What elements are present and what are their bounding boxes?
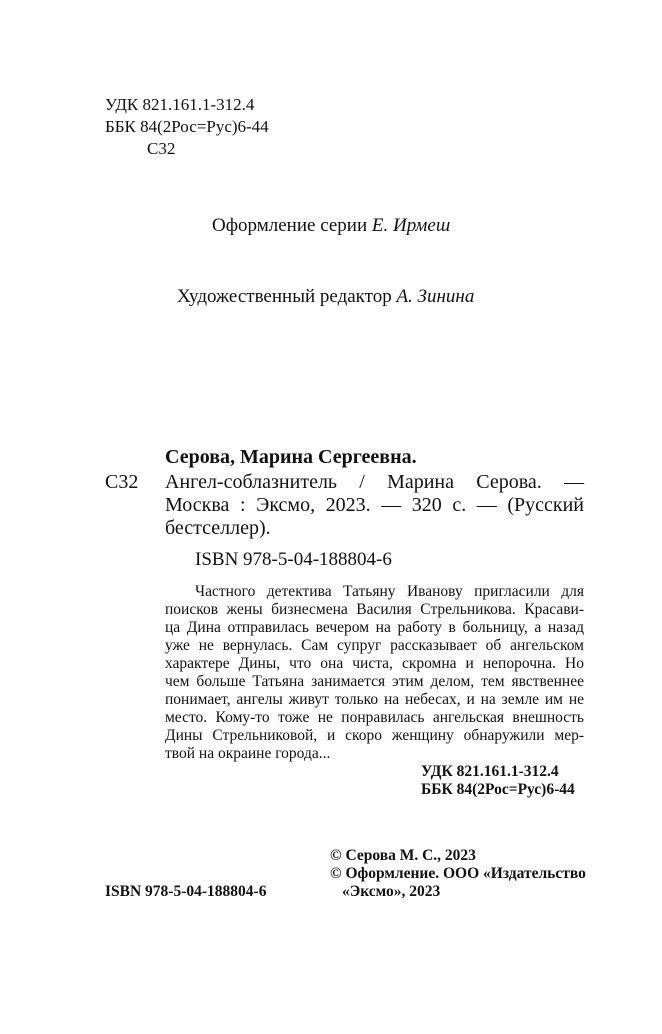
catalog-description-line: Ангел-соблазнитель / Марина Серова. — xyxy=(165,471,584,493)
bottom-isbn: ISBN 978-5-04-188804-6 xyxy=(105,883,267,900)
bottom-bbk-code: ББК 84(2Рос=Рус)6-44 xyxy=(421,781,575,798)
copyright-publisher: «Эксмо», 2023 xyxy=(342,883,441,900)
art-editor-name: А. Зинина xyxy=(396,286,475,307)
art-editor-label: Художественный редактор xyxy=(177,286,392,307)
art-editor-credit xyxy=(177,285,474,308)
udk-code: УДК 821.161.1-312.4 xyxy=(105,95,255,114)
catalog-author-sign: С32 xyxy=(105,471,139,493)
series-design-credit xyxy=(212,214,450,237)
annotation-line: место. Кому-то тоже не понравилась ангельская внешность xyxy=(165,709,584,726)
annotation-line: понимает, ангелы живут только на небесах, и на земле им не xyxy=(165,691,584,708)
author-heading: Серова, Марина Сергеевна. xyxy=(165,446,417,468)
copyright-design: © Оформление. ООО «Издательство xyxy=(330,865,586,882)
catalog-description-line: бестселлер). xyxy=(165,517,271,539)
bottom-udk-code: УДК 821.161.1-312.4 xyxy=(421,763,559,780)
bbk-code: ББК 84(2Рос=Рус)6-44 xyxy=(105,117,269,136)
catalog-isbn: ISBN 978-5-04-188804-6 xyxy=(195,549,392,570)
annotation-line: ца Дина отправилась вечером на работу в больницу, а назад xyxy=(165,619,584,636)
annotation-line: поисков жены бизнесмена Василия Стрельникова. Красави- xyxy=(165,601,584,618)
annotation-line: чем больше Татьяна занимается этим делом, тем явственнее xyxy=(165,673,584,690)
annotation-line: характере Дины, что она чиста, скромна и непорочна. Но xyxy=(165,655,584,672)
annotation-line: Частного детектива Татьяну Иванову пригласили для xyxy=(195,583,584,600)
catalog-description-line: Москва : Эксмо, 2023. — 320 с. — (Русский xyxy=(165,494,584,516)
series-designer-name: Е. Ирмеш xyxy=(371,215,451,236)
copyright-author: © Серова М. С., 2023 xyxy=(330,847,476,864)
series-design-label: Оформление серии xyxy=(212,215,368,236)
author-sign: С32 xyxy=(147,139,176,158)
annotation-line: Дины Стрельниковой, и скоро женщину обнаружили мер- xyxy=(165,727,584,744)
annotation-line: твой на окраине города... xyxy=(165,745,331,762)
annotation-line: уже не вернулась. Сам супруг рассказывает об ангельском xyxy=(165,637,584,654)
